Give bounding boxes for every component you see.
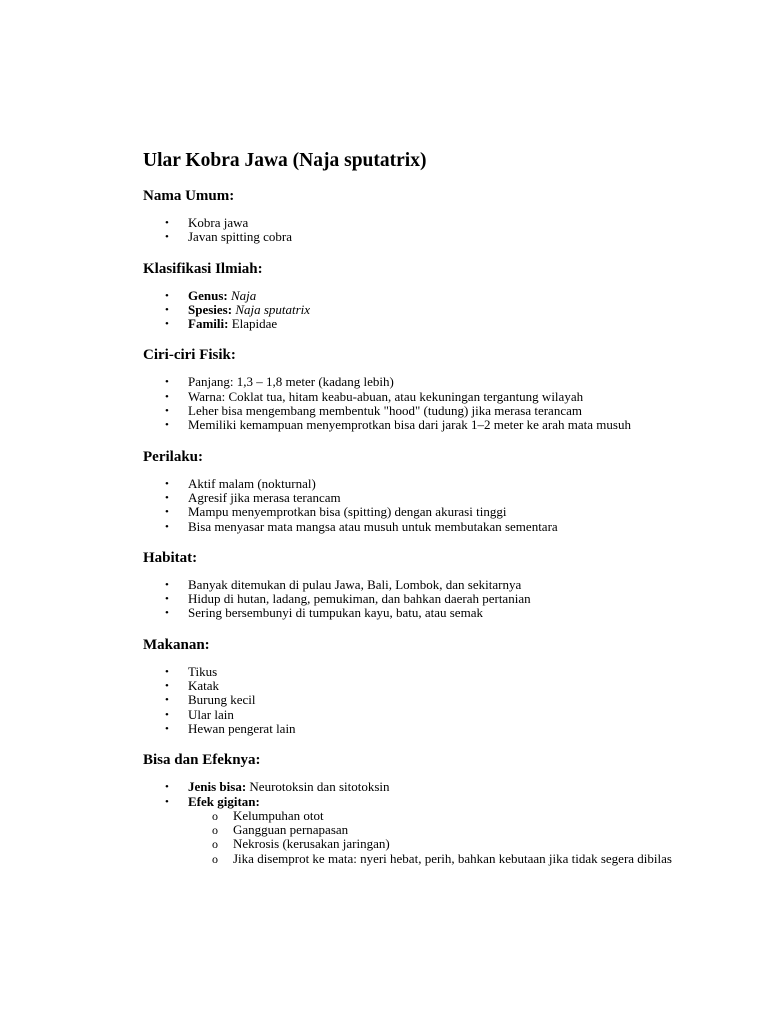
item-value: Naja sputatrix <box>235 301 311 317</box>
list-item: • Memiliki kemampuan menyemprotkan bisa dari jarak 1–2 meter ke arah mata musuh <box>143 418 683 432</box>
list-item: • Warna: Coklat tua, hitam keabu-abuan, atau kekuningan tergantung wilayah <box>143 390 683 404</box>
heading-perilaku: Perilaku: <box>143 448 203 465</box>
item-value: Naja <box>230 287 257 303</box>
heading-makanan: Makanan: <box>143 636 210 653</box>
sublist-item: o Kelumpuhan otot <box>188 809 683 823</box>
item-label: Efek gigitan: <box>188 793 260 809</box>
list-klasifikasi <box>143 289 683 332</box>
heading-habitat: Habitat: <box>143 549 198 566</box>
list-nama-umum <box>143 216 683 245</box>
list-item: • Sering bersembunyi di tumpukan kayu, batu, atau semak <box>143 606 683 620</box>
list-item: • Panjang: 1,3 – 1,8 meter (kadang lebih) <box>143 375 683 389</box>
item-label: Spesies: <box>188 301 233 317</box>
list-item: • Mampu menyemprotkan bisa (spitting) dengan akurasi tinggi <box>143 505 683 519</box>
list-item: • Bisa menyasar mata mangsa atau musuh untuk membutakan sementara <box>143 520 683 534</box>
sublist-item: o Jika disemprot ke mata: nyeri hebat, perih, bahkan kebutaan jika tidak segera dibilas <box>188 852 683 866</box>
list-item: • Ular lain <box>143 708 683 722</box>
list-habitat <box>143 578 683 621</box>
list-ciri-fisik <box>143 375 683 432</box>
document-title: Ular Kobra Jawa (Naja sputatrix) <box>143 150 427 171</box>
sublist-item: o Gangguan pernapasan <box>188 823 683 837</box>
list-item: • Katak <box>143 679 683 693</box>
sublist-efek <box>188 809 683 866</box>
list-item: • Kobra jawa <box>143 216 683 230</box>
document-content <box>143 148 683 866</box>
list-item <box>143 795 683 866</box>
heading-nama-umum: Nama Umum: <box>143 188 235 204</box>
heading-bisa: Bisa dan Efeknya: <box>143 752 261 769</box>
list-item: • Banyak ditemukan di pulau Jawa, Bali, Lombok, dan sekitarnya <box>143 578 683 592</box>
list-item <box>143 317 683 331</box>
list-item: • Hidup di hutan, ladang, pemukiman, dan bahkan daerah pertanian <box>143 592 683 606</box>
list-item: • Leher bisa mengembang membentuk "hood" (tudung) jika merasa terancam <box>143 404 683 418</box>
item-label: Genus: <box>188 287 228 303</box>
list-perilaku <box>143 477 683 534</box>
list-item: • Javan spitting cobra <box>143 230 683 244</box>
heading-klasifikasi: Klasifikasi Ilmiah: <box>143 260 263 277</box>
list-item <box>143 289 683 303</box>
list-item: • Burung kecil <box>143 693 683 707</box>
list-makanan <box>143 665 683 736</box>
list-item: • Tikus <box>143 665 683 679</box>
item-value: Neurotoksin dan sitotoksin <box>249 779 390 795</box>
item-label: Jenis bisa: <box>188 779 247 795</box>
list-item: • Aktif malam (nokturnal) <box>143 477 683 491</box>
list-item <box>143 780 683 794</box>
list-item: • Agresif jika merasa terancam <box>143 491 683 505</box>
heading-ciri-fisik: Ciri-ciri Fisik: <box>143 347 236 364</box>
list-item: • Hewan pengerat lain <box>143 722 683 736</box>
list-bisa <box>143 780 683 866</box>
item-label: Famili: <box>188 316 229 332</box>
item-value: Elapidae <box>231 316 278 332</box>
list-item <box>143 303 683 317</box>
sublist-item: o Nekrosis (kerusakan jaringan) <box>188 837 683 851</box>
